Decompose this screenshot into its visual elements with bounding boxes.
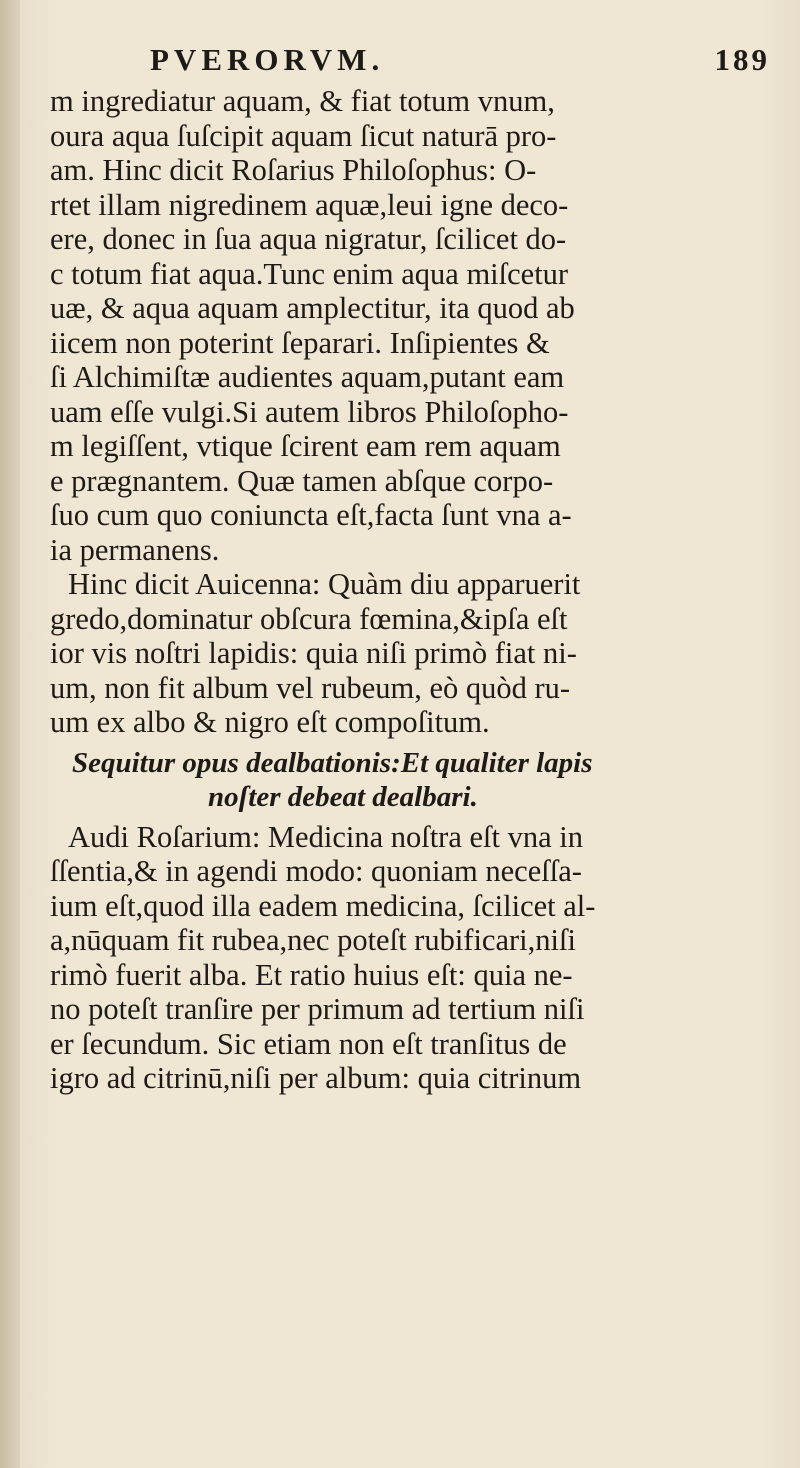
text-line: ior vis noſtri lapidis: quia niſi primò fiat ni-: [50, 636, 577, 670]
paragraph-3: [50, 820, 790, 1096]
text-block: [50, 84, 790, 1096]
text-line: ium eſt,quod illa eadem medicina, ſcilicet al-: [50, 888, 596, 923]
text-line: ſſentia,& in agendi modo: quoniam neceſſa-: [50, 854, 582, 888]
text-line: gredo,dominatur obſcura fœmina,&ipſa eſt: [50, 601, 568, 636]
text-line: m ingrediatur aquam, & fiat totum vnum,: [50, 84, 555, 118]
text-line: no poteſt tranſire per primum ad tertium niſi: [50, 992, 585, 1026]
text-line: ſi Alchimiſtæ audientes aquam,putant eam: [50, 360, 565, 394]
page-header: [150, 42, 770, 82]
running-head: PVERORVM.: [150, 42, 385, 77]
text-line: uæ, & aqua aquam amplectitur, ita quod ab: [50, 291, 575, 325]
text-line: igro ad citrinū,niſi per album: quia citrinum: [50, 1061, 582, 1095]
section-heading-line-1: Sequitur opus dealbationis:Et qualiter lapis: [72, 746, 593, 779]
text-line: c totum fiat aqua.Tunc enim aqua miſcetur: [50, 256, 569, 291]
page-number: 189: [714, 42, 770, 77]
text-line: er ſecundum. Sic etiam non eſt tranſitus de: [50, 1026, 567, 1061]
text-line: m legiſſent, vtique ſcirent eam rem aquam: [50, 429, 561, 463]
text-line: rtet illam nigredinem aquæ,leui igne deco-: [50, 187, 569, 222]
text-line: um ex albo & nigro eſt compoſitum.: [50, 705, 490, 739]
text-line: um, non fit album vel rubeum, eò quòd ru-: [50, 670, 571, 705]
section-heading: [50, 746, 790, 814]
text-line: Audi Roſarium: Medicina noſtra eſt vna in: [68, 819, 584, 854]
text-line: uam eſſe vulgi.Si autem libros Philoſopho-: [50, 394, 569, 429]
page-gutter: [0, 0, 20, 1468]
text-line: ſuo cum quo coniuncta eſt,facta ſunt vna a-: [50, 498, 572, 532]
text-line: ia permanens.: [50, 532, 220, 567]
text-line: rimò fuerit alba. Et ratio huius eſt: quia ne-: [50, 957, 573, 992]
paragraph-1: [50, 84, 790, 567]
text-line: iicem non poterint ſeparari. Inſipientes &: [50, 325, 550, 360]
text-line: am. Hinc dicit Roſarius Philoſophus: O-: [50, 153, 537, 187]
text-line: ere, donec in ſua aqua nigratur, ſcilicet do-: [50, 222, 567, 256]
text-line: e prægnantem. Quæ tamen abſque corpo-: [50, 463, 554, 498]
text-line: a,nūquam fit rubea,nec poteſt rubificari,niſi: [50, 923, 576, 957]
paragraph-2: [50, 567, 790, 740]
section-heading-line-2: noſter debeat dealbari.: [208, 780, 478, 813]
text-line: Hinc dicit Auicenna: Quàm diu apparuerit: [68, 567, 581, 601]
text-line: oura aqua ſuſcipit aquam ſicut naturā pro-: [50, 118, 557, 153]
